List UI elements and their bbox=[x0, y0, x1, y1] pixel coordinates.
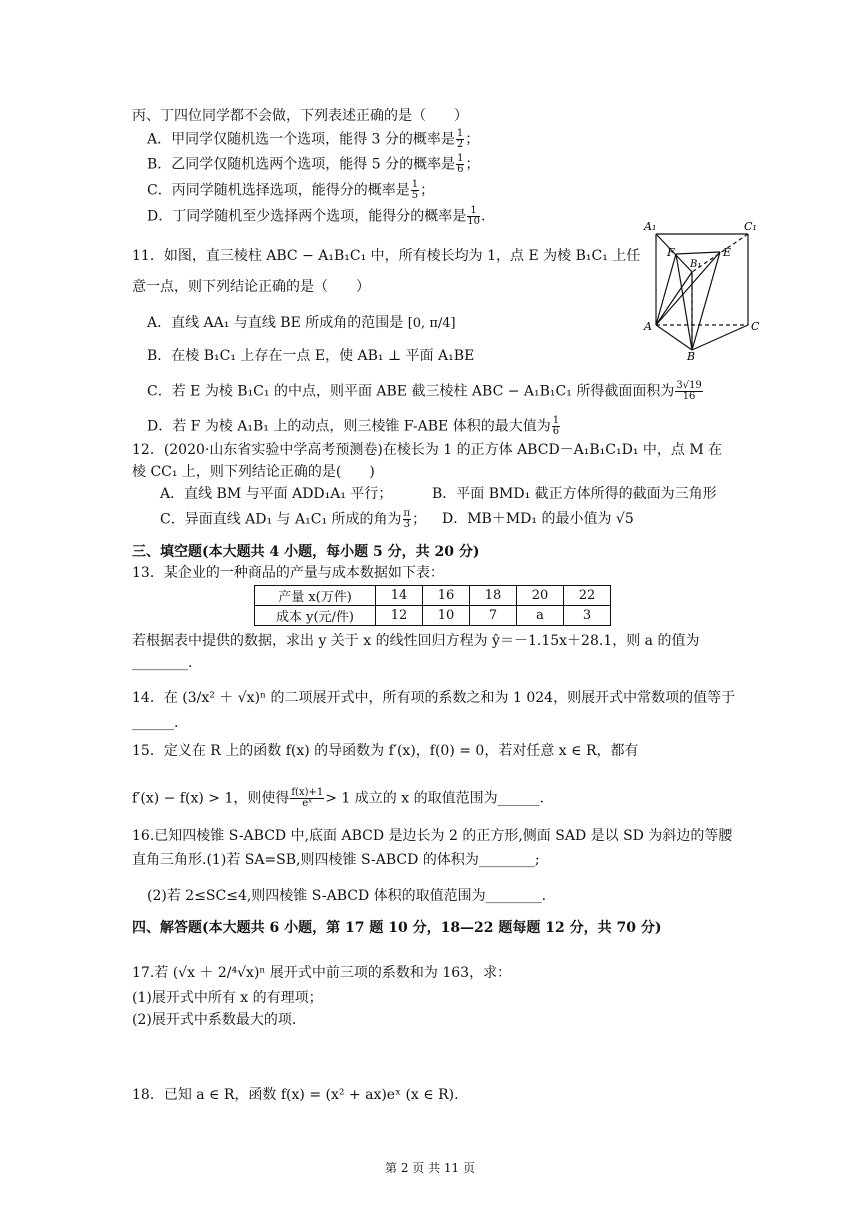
label-b: B bbox=[687, 350, 696, 362]
table-cell: 16 bbox=[423, 586, 470, 606]
q15-line1: 15．定义在 R 上的函数 f(x) 的导函数为 f′(x)，f(0) = 0，若对任意 x ∈ R，都有 bbox=[132, 743, 639, 759]
q10-option-c: C．丙同学随机选择选项，能得分的概率是 $\frac{1}{5}$ ； bbox=[147, 179, 435, 201]
q11-option-a: A．直线 AA₁ 与直线 BE 所成角的范围是 [0, π/4] bbox=[147, 315, 456, 331]
table-row bbox=[255, 586, 611, 606]
q12-option-b: B．平面 BMD₁ 截正方体所得的截面为三角形 bbox=[432, 486, 717, 502]
fraction: $\frac{1}{6}$ bbox=[457, 153, 464, 175]
fraction: $\frac{1}{10}$ bbox=[467, 205, 480, 227]
q12-option-d: D．MB＋MD₁ 的最小值为 √5 bbox=[442, 511, 634, 527]
q10-option-d: D．丁同学随机至少选择两个选项，能得分的概率是 $\frac{1}{10}$ . bbox=[147, 205, 486, 227]
label-a1: A₁ bbox=[644, 220, 657, 233]
q16-line3: (2)若 2≤SC≤4,则四棱锥 S-ABCD 体积的取值范围为________. bbox=[147, 888, 547, 904]
table-cell: 产量 x(万件) bbox=[255, 586, 376, 606]
fraction: $\frac{1}{2}$ bbox=[456, 128, 464, 150]
q11-option-b: B．在棱 B₁C₁ 上存在一点 E，使 AB₁ ⊥ 平面 A₁BE bbox=[147, 348, 475, 364]
q13-line2: 若根据表中提供的数据，求出 y 关于 x 的线性回归方程为 ŷ＝－1.15x＋28.1，则 a 的值为 bbox=[132, 633, 700, 649]
label-c: C bbox=[751, 320, 760, 333]
table-cell: 18 bbox=[470, 586, 517, 606]
q11-option-c: C．若 E 为棱 B₁C₁ 的中点，则平面 ABE 截三棱柱 ABC − A₁B₁C₁ 所得截面面积为 $\frac{3√19}{16}$ bbox=[147, 380, 702, 402]
q15-line2: f′(x) − f(x) > 1，则使得 $\frac{f(x)+1}{\text{eˣ}}$ > 1 成立的 x 的取值范围为______. bbox=[132, 787, 545, 809]
q11-option-d: D．若 F 为棱 A₁B₁ 上的动点，则三棱锥 F-ABE 体积的最大值为 $\frac{1}{6}$ bbox=[147, 415, 560, 437]
label-f: F bbox=[667, 246, 675, 259]
section-4-heading: 四、解答题(本大题共 6 小题，第 17 题 10 分，18—22 题每题 12 分，共 70 分) bbox=[132, 920, 662, 936]
q16-line2: 直角三角形.(1)若 SA=SB,则四棱锥 S-ABCD 的体积为________; bbox=[132, 852, 540, 868]
table-cell: 20 bbox=[517, 586, 564, 606]
page-footer: 第 2 页 共 11 页 bbox=[385, 1161, 475, 1175]
table-row bbox=[255, 606, 611, 626]
q11-stem-line2: 意一点，则下列结论正确的是（ ） bbox=[132, 279, 370, 295]
q10-stem: 丙、丁四位同学都不会做，下列表述正确的是（ ） bbox=[132, 108, 468, 124]
q16-line1: 16.已知四棱锥 S-ABCD 中,底面 ABCD 是边长为 2 的正方形,侧面 SAD 是以 SD 为斜边的等腰 bbox=[132, 828, 733, 844]
prism-figure bbox=[640, 212, 765, 362]
q10-option-a: A．甲同学仅随机选一个选项，能得 3 分的概率是 $\frac{1}{2}$ ； bbox=[147, 128, 480, 150]
q17-part1: (1)展开式中所有 x 的有理项； bbox=[132, 990, 323, 1006]
q17-line1: 17.若 (√x ＋ 2/⁴√x)ⁿ 展开式中前三项的系数和为 163，求： bbox=[132, 965, 512, 981]
q10-option-b: B．乙同学仅随机选两个选项，能得 5 分的概率是 $\frac{1}{6}$ ； bbox=[147, 153, 480, 175]
label-b1: B₁ bbox=[690, 259, 702, 270]
label-e: E bbox=[723, 246, 732, 259]
q12-option-c: C．异面直线 AD₁ 与 A₁C₁ 所成的角为 $\frac{\pi}{3}$ ； bbox=[160, 508, 427, 530]
fraction: $\frac{3√19}{16}$ bbox=[676, 380, 702, 402]
q12-stem-line1: 12．(2020·山东省实验中学高考预测卷)在棱长为 1 的正方体 ABCD－A₁B₁C₁D₁ 中，点 M 在 bbox=[132, 442, 723, 458]
q12-stem-line2: 棱 CC₁ 上，则下列结论正确的是( ) bbox=[132, 464, 375, 480]
table-cell: 成本 y(元/件) bbox=[255, 606, 376, 626]
table-cell: 3 bbox=[564, 606, 611, 626]
q17-part2: (2)展开式中系数最大的项. bbox=[132, 1012, 297, 1028]
q11-stem-line1: 11．如图，直三棱柱 ABC − A₁B₁C₁ 中，所有棱长均为 1，点 E 为棱 B₁C₁ 上任 bbox=[132, 248, 641, 264]
fraction: $\frac{f(x)+1}{\text{eˣ}}$ bbox=[291, 787, 324, 809]
table-cell: 12 bbox=[376, 606, 423, 626]
q13-stem: 13．某企业的一种商品的产量与成本数据如下表： bbox=[132, 565, 444, 581]
fraction: $\frac{1}{5}$ bbox=[411, 179, 419, 201]
q18-stem: 18．已知 a ∈ R，函数 f(x) = (x² + ax)eˣ (x ∈ R). bbox=[132, 1087, 459, 1103]
table-cell: 14 bbox=[376, 586, 423, 606]
table-cell: a bbox=[517, 606, 564, 626]
q13-blank: ________. bbox=[132, 655, 193, 671]
q14-blank: ______. bbox=[132, 715, 179, 731]
section-3-heading: 三、填空题(本大题共 4 小题，每小题 5 分，共 20 分) bbox=[132, 544, 480, 560]
fraction: $\frac{1}{6}$ bbox=[552, 415, 560, 437]
fraction: $\frac{\pi}{3}$ bbox=[403, 508, 411, 530]
q14-line1: 14．在 (3/x² ＋ √x)ⁿ 的二项展开式中，所有项的系数之和为 1 024，则展开式中常数项的值等于 bbox=[132, 690, 736, 706]
table-cell: 22 bbox=[564, 586, 611, 606]
table-cell: 7 bbox=[470, 606, 517, 626]
q13-table bbox=[254, 585, 611, 626]
q12-option-a: A．直线 BM 与平面 ADD₁A₁ 平行； bbox=[160, 486, 393, 502]
table-cell: 10 bbox=[423, 606, 470, 626]
label-c1: C₁ bbox=[744, 220, 757, 233]
label-a: A bbox=[644, 320, 652, 333]
